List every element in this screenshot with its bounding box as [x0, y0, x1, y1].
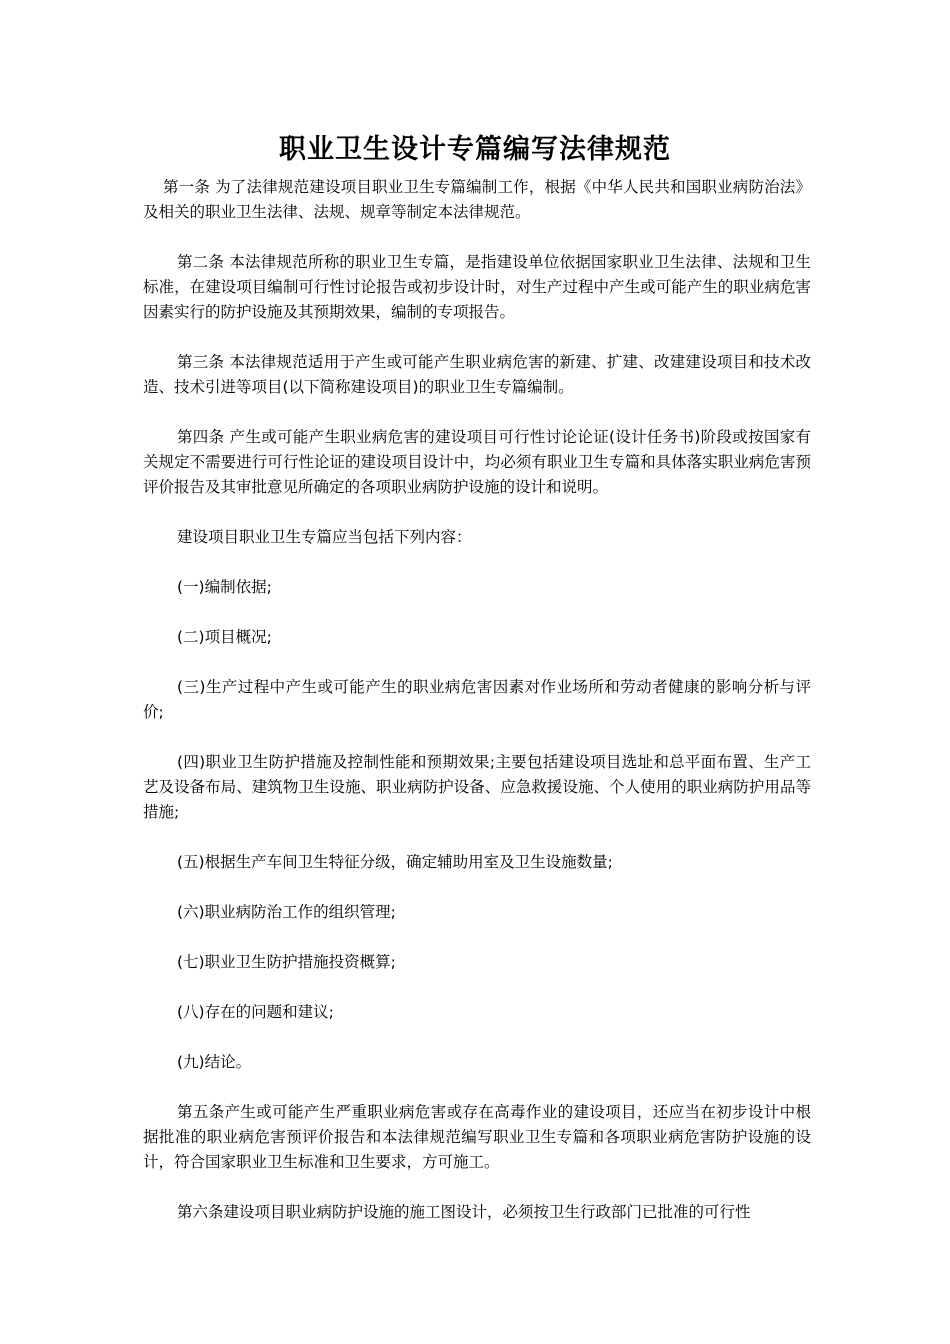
list-item-6: (六)职业病防治工作的组织管理; [177, 903, 396, 921]
list-item-7: (七)职业卫生防护措施投资概算; [177, 953, 396, 971]
paragraph-article-5: 第五条产生或可能产生严重职业病危害或存在高毒作业的建设项目，还应当在初步设计中根据批准的职业病危害预评价报告和本法律规范编写职业卫生专篇和各项职业病危害防护设施的设计，符合国家职业卫生标准和卫生要求，方可施工。 [143, 1103, 811, 1171]
list-item-5: (五)根据生产车间卫生特征分级，确定辅助用室及卫生设施数量; [177, 853, 613, 871]
list-item-8: (八)存在的问题和建议; [177, 1003, 334, 1021]
paragraph-article-3: 第三条 本法律规范适用于产生或可能产生职业病危害的新建、扩建、改建建设项目和技术改造、技术引进等项目(以下简称建设项目)的职业卫生专篇编制。 [143, 353, 811, 396]
paragraph-article-4: 第四条 产生或可能产生职业病危害的建设项目可行性讨论论证(设计任务书)阶段或按国家有关规定不需要进行可行性论证的建设项目设计中，均必须有职业卫生专篇和具体落实职业病危害预评价报告及其审批意见所确定的各项职业病防护设施的设计和说明。 [143, 428, 811, 496]
list-item-9: (九)结论。 [177, 1053, 252, 1071]
paragraph-article-1: 第一条 为了法律规范建设项目职业卫生专篇编制工作，根据《中华人民共和国职业病防治法》及相关的职业卫生法律、法规、规章等制定本法律规范。 [143, 178, 811, 221]
paragraph-article-6: 第六条建设项目职业病防护设施的施工图设计，必须按卫生行政部门已批准的可行性 [177, 1203, 751, 1221]
document-title: 职业卫生设计专篇编写法律规范 [279, 134, 671, 165]
paragraph-article-2: 第二条 本法律规范所称的职业卫生专篇，是指建设单位依据国家职业卫生法律、法规和卫生标准，在建设项目编制可行性讨论报告或初步设计时，对生产过程中产生或可能产生的职业病危害因素实行的防护设施及其预期效果，编制的专项报告。 [143, 253, 811, 321]
list-item-1: (一)编制依据; [177, 578, 272, 596]
document-body [143, 175, 811, 1250]
list-item-2: (二)项目概况; [177, 628, 272, 646]
list-item-4: (四)职业卫生防护措施及控制性能和预期效果;主要包括建设项目选址和总平面布置、生产工艺及设备布局、建筑物卫生设施、职业病防护设备、应急救援设施、个人使用的职业病防护用品等措施; [143, 753, 811, 821]
list-item-3: (三)生产过程中产生或可能产生的职业病危害因素对作业场所和劳动者健康的影响分析与评价; [143, 678, 811, 721]
paragraph-contents-intro: 建设项目职业卫生专篇应当包括下列内容： [177, 528, 472, 546]
